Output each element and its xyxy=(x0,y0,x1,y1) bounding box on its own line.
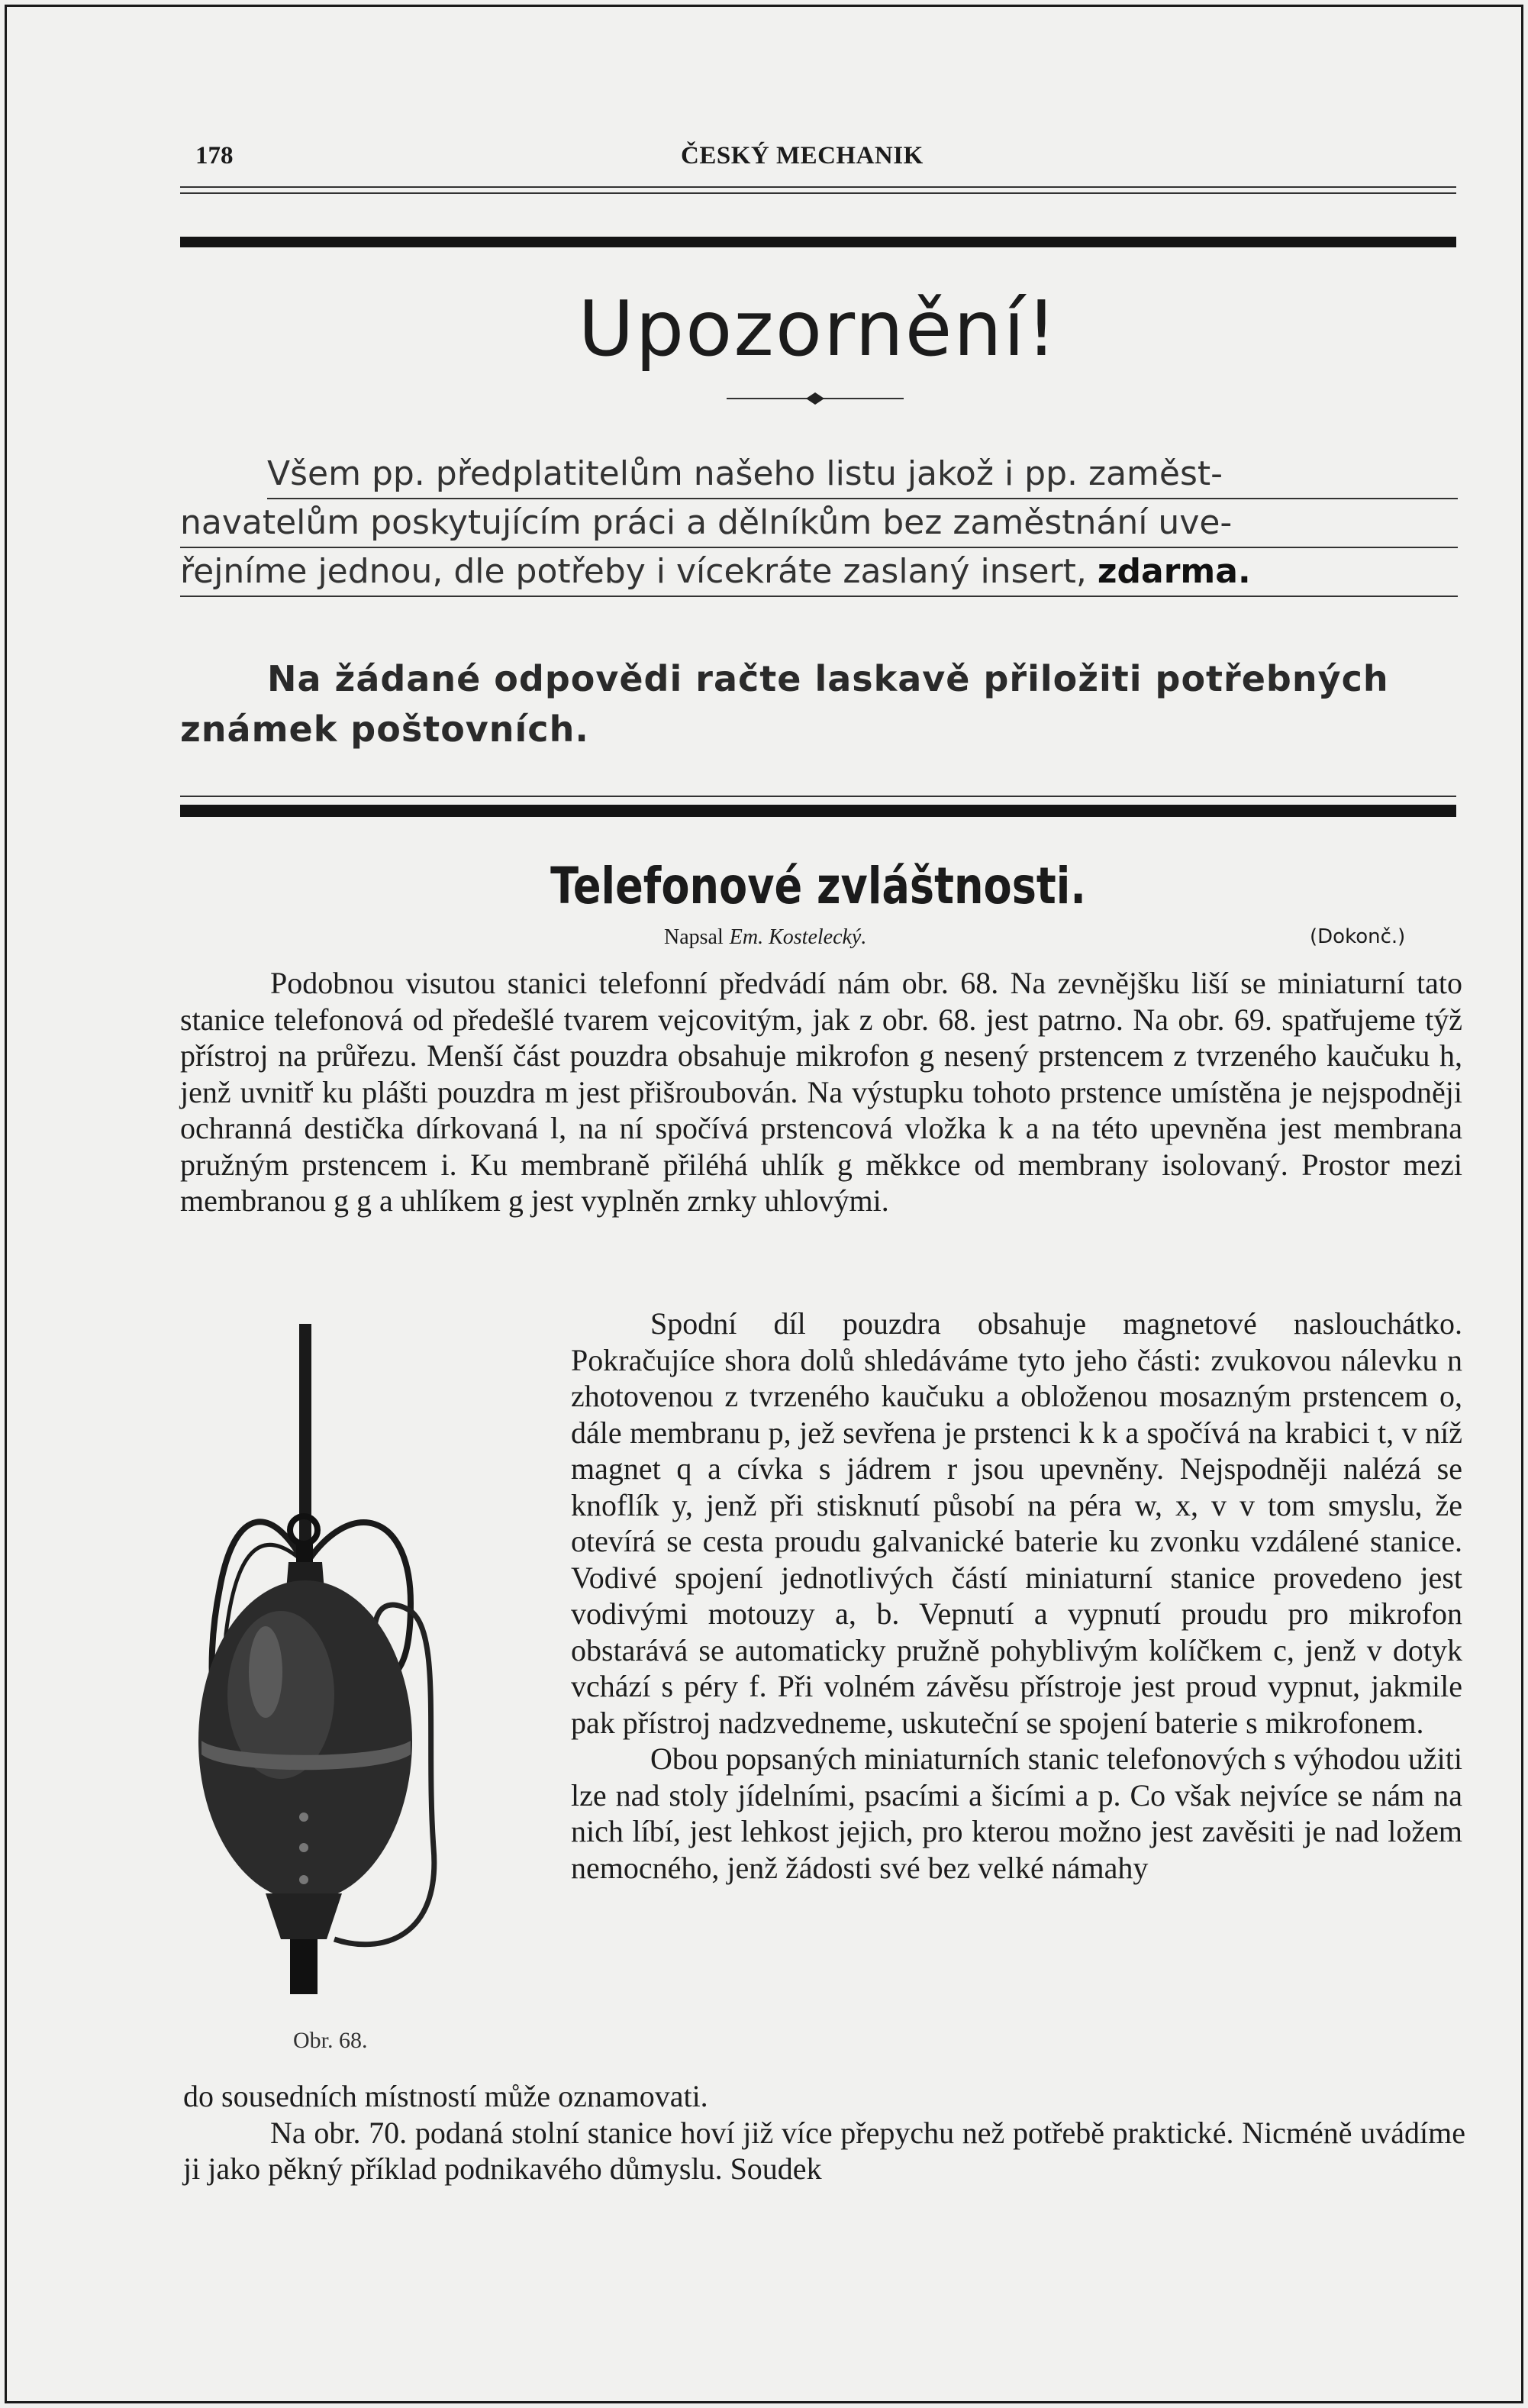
continuation-note: (Dokonč.) xyxy=(1310,925,1406,948)
notice-stamps-note: Na žádané odpovědi račte laskavě přiložiti potřebných známek poštovních. xyxy=(180,658,1389,750)
notice-body xyxy=(180,450,1458,597)
notice-line-text: řejníme jednou, dle potřeby i vícekráte zaslaný insert, xyxy=(180,552,1087,591)
article-title: Telefonové zvláštnosti. xyxy=(550,857,1086,915)
paragraph-last: Na obr. 70. podaná stolní stanice hoví již více přepychu než potřebě praktické. Nicméně uvádíme ji jako pěkný příklad podnikavého důmyslu. Soudek xyxy=(183,2115,1465,2186)
paragraph-intro: Podobnou visutou stanici telefonní předvádí nám obr. 68. Na zevnějšku liší se miniaturní tato stanice telefonová od předešlé tvarem vejcovitým, jak z obr. 68. jest patrno. Na obr. 69. spatřujeme týž přístroj na průřezu. Menší část pouzdra obsahuje mikrofon g nesený prstencem z tvrzeného kaučuku h, jenž uvnitř ku plášti pouzdra m jest přišroubován. Na výstupku tohoto prstence umístěna je nejspodněji ochranná destička dírkovaná l, na ní spočívá prstencová vložka k a na této upevněna jest membrana pružným prstencem i. Ku membraně přiléhá uhlík g měkkce od membrany isolovaný. Prostor mezi membranou g g a uhlíkem g jest vyplněn zrnky uhlovými. xyxy=(180,966,1462,1218)
byline-prefix: Napsal xyxy=(664,925,724,949)
paragraph-side-block xyxy=(571,1306,1462,1886)
header-rule-2 xyxy=(180,192,1456,194)
notice-line: navatelům poskytujícím práci a dělníkům bez zaměstnání uve- xyxy=(180,499,1458,548)
byline xyxy=(664,925,866,950)
notice-line-last xyxy=(180,548,1458,597)
paragraph-tail-block xyxy=(183,2078,1465,2187)
header-rule xyxy=(180,186,1456,188)
notice-top-bar xyxy=(180,237,1456,247)
journal-title: ČESKÝ MECHANIK xyxy=(681,142,924,169)
figure-caption: Obr. 68. xyxy=(293,2028,368,2053)
notice-title: Upozornění! xyxy=(578,284,1059,373)
notice-bottom-thin-rule xyxy=(180,796,1456,797)
ornament-divider xyxy=(727,391,904,406)
paragraph-side-2-end: do sousedních místností může oznamovati. xyxy=(183,2079,708,2113)
byline-author: Em. Kostelecký. xyxy=(729,925,867,949)
notice-line: Všem pp. předplatitelům našeho listu jakož i pp. zaměst- xyxy=(267,450,1458,499)
page-number: 178 xyxy=(195,142,234,169)
free-word: zdarma. xyxy=(1097,552,1251,591)
notice-bottom-bar xyxy=(180,805,1456,817)
running-head xyxy=(180,142,1456,173)
paragraph-side-2: Obou popsaných miniaturních stanic telefonových s výhodou užiti lze nad stoly jídelními, psacími a šicími a p. Co však nejvíce se nám na nich líbí, jest lehkost jejich, pro kterou možno jest zavěsiti je nad ložem nemocného, jenž žádosti své bez velké námahy xyxy=(571,1741,1462,1885)
paragraph-side-1: Spodní díl pouzdra obsahuje magnetové naslouchátko. Pokračujíce shora dolů shledáváme tyto jeho části: zvukovou nálevku n zhotovenou z tvrzeného kaučuku a obloženou mosazným prstencem o, dále membranu p, jež sevřena je prstenci k k a spočívá na krabici t, v níž magnet q a cívka s jádrem r jsou upevněny. Nejspodněji nalézá se knoflík y, jenž při stisknutí působí na péra w, x, v v tom smyslu, že otevírá se cesta proudu galvanické baterie ku zvonku vzdálené stanice. Vodivé spojení jednotlivých částí miniaturní stanice provedeno jest vodivými motouzy a, b. Vepnutí a vypnutí proudu pro mikrofon obstarává se automaticky pružně pohyblivým kolíčkem c, jenž v dotyk vchází s péry f. Při volném závěsu přístroje jest proud vypnut, jakmile pak přístroj nadzvedneme, uskuteční se spojení baterie s mikrofonem. xyxy=(571,1306,1462,1740)
telephone-handset-illustration xyxy=(182,1313,487,2069)
